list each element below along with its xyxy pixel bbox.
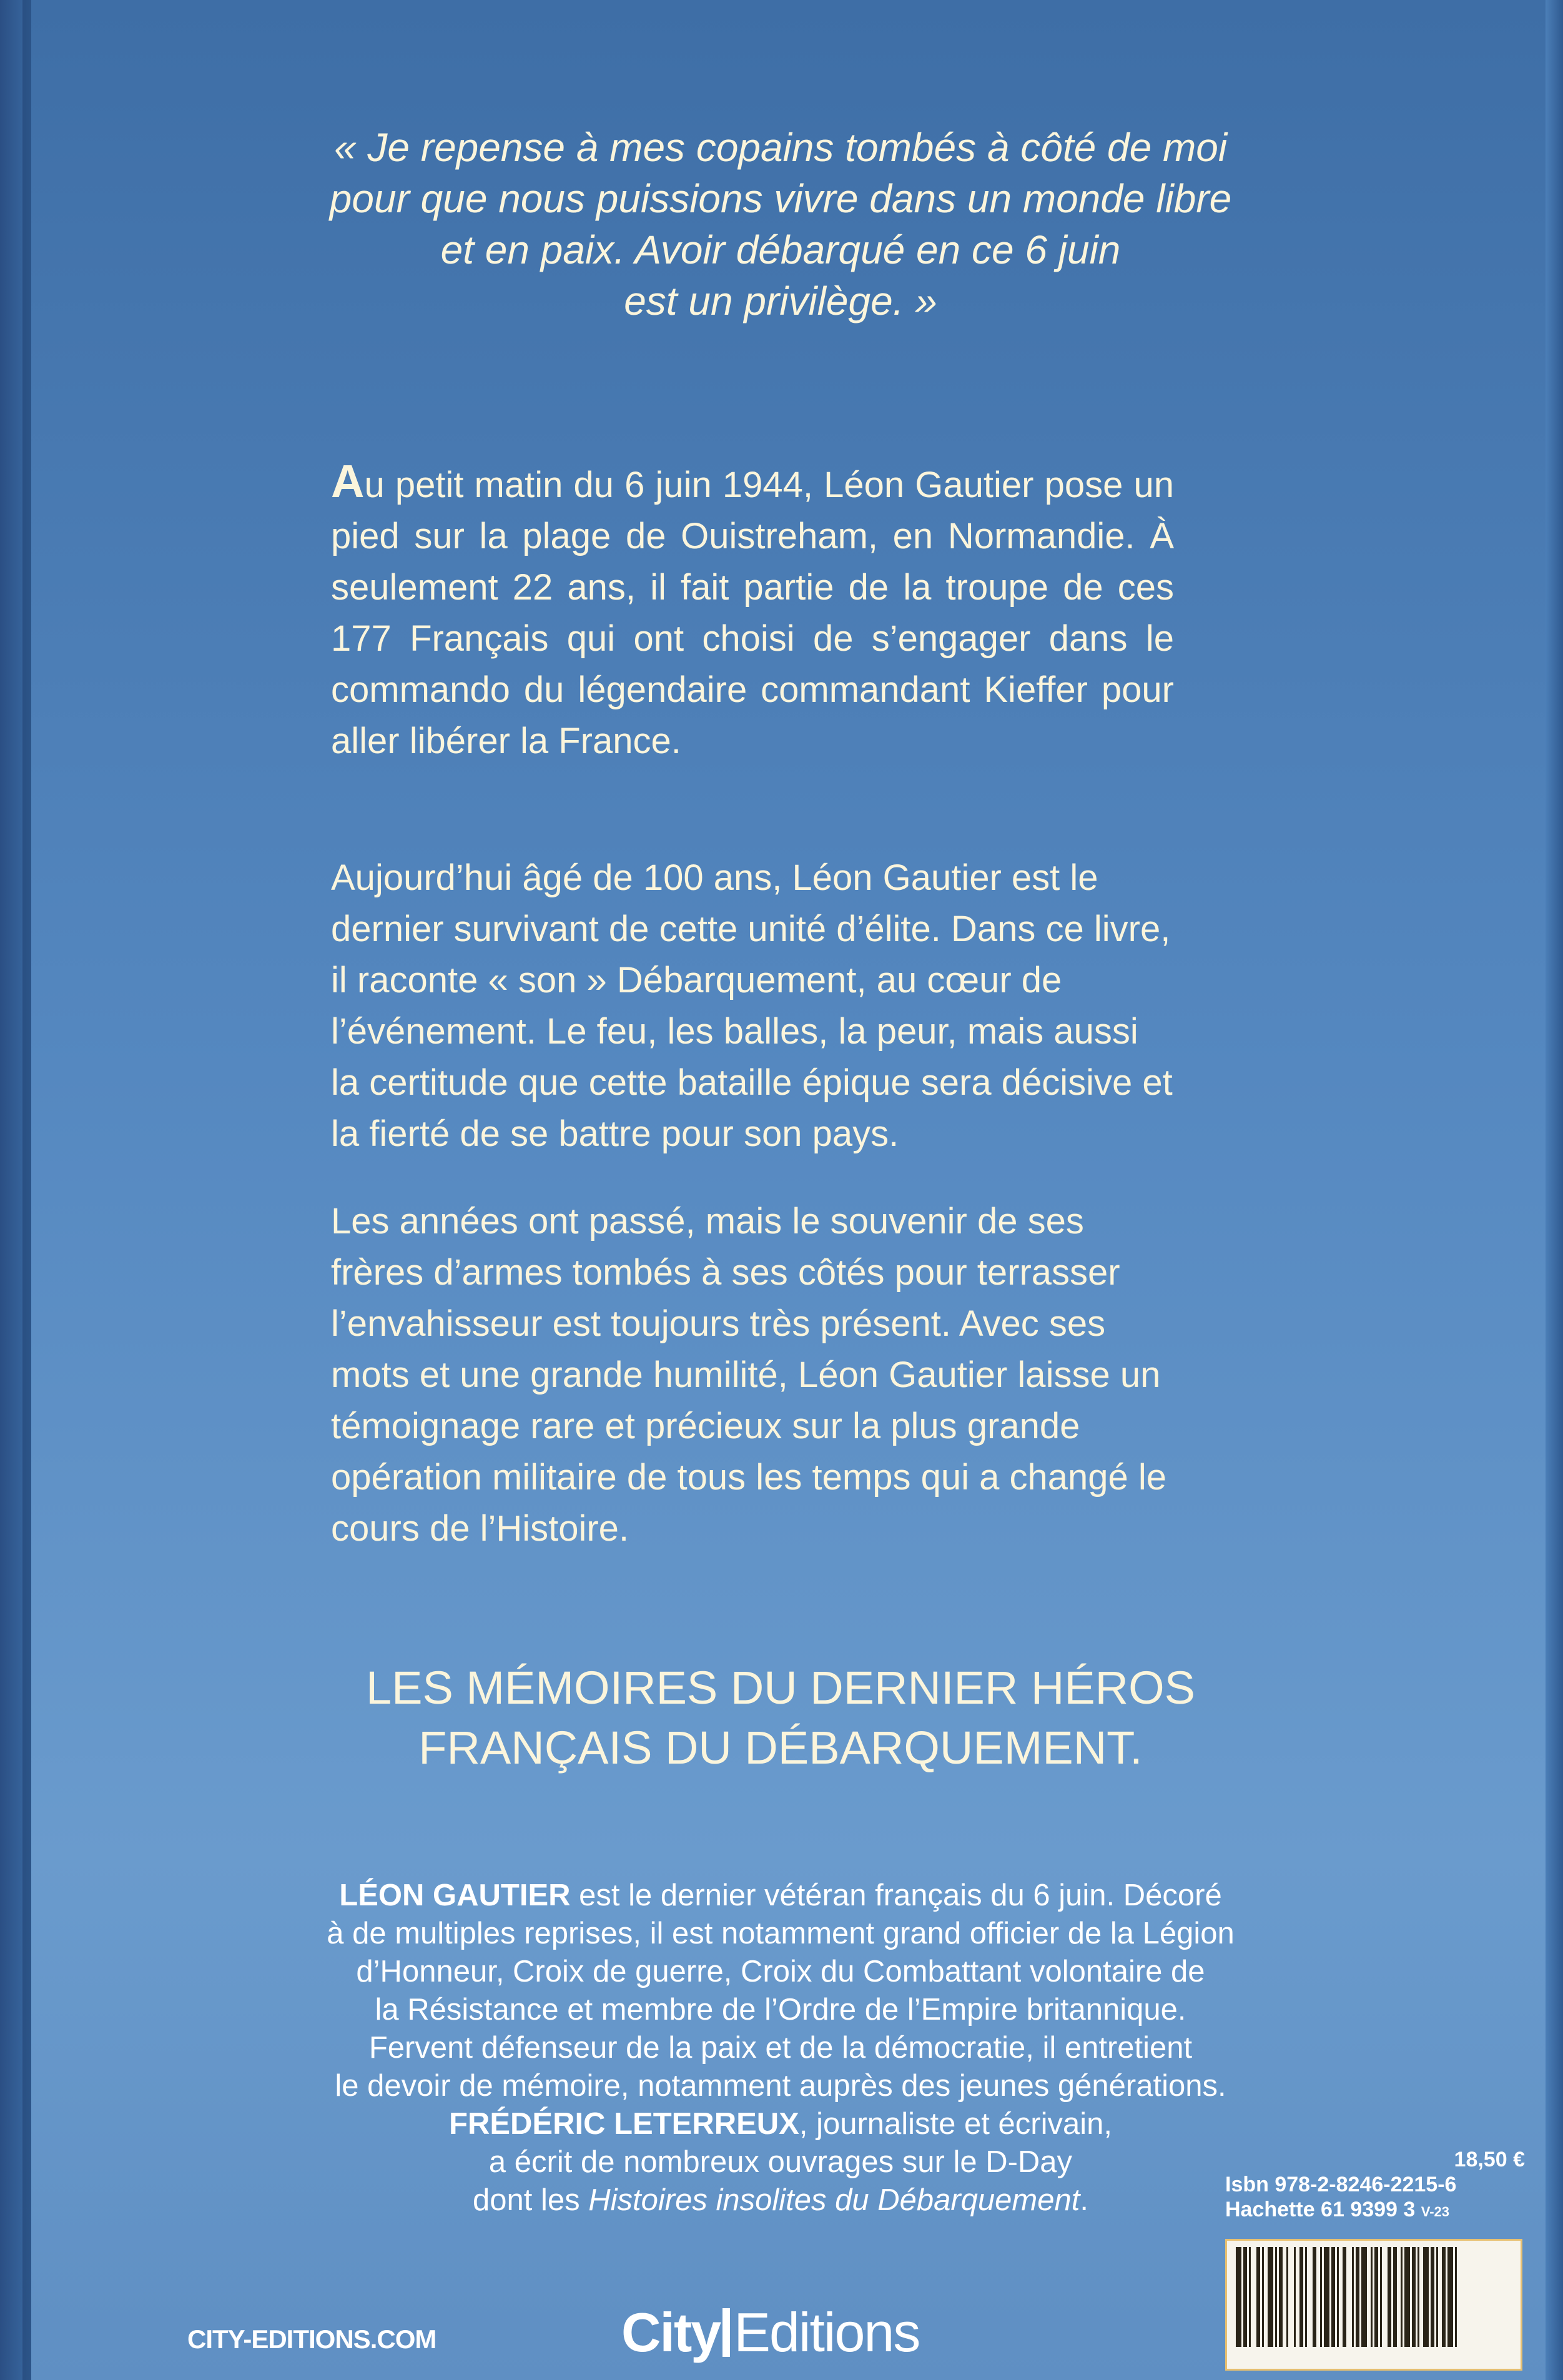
barcode-stripe	[1380, 2247, 1382, 2347]
drop-cap: A	[331, 455, 365, 507]
hachette-code	[1225, 2197, 1525, 2224]
paragraph-1-text: u petit matin du 6 juin 1944, Léon Gautier pose un pied sur la plage de Ouistreham, en Normandie. À seulement 22 ans, il fait partie de la troupe de ces 177 Français qui ont choisi de s’engager dans le commando du légendaire commandant Kieffer pour aller libérer la France.	[331, 465, 1174, 761]
barcode-stripe	[1393, 2247, 1397, 2347]
barcode-stripe	[1313, 2247, 1316, 2347]
isbn: Isbn 978-2-8246-2215-6	[1225, 2173, 1457, 2196]
barcode-stripe	[1337, 2247, 1339, 2347]
barcode-stripe	[1294, 2247, 1296, 2347]
bio-line: à de multiples reprises, il est notamment grand officier de la Légion	[327, 1917, 1235, 1950]
author-name: LÉON GAUTIER	[339, 1879, 571, 1912]
quote-line: et en paix. Avoir débarqué en ce 6 juin	[440, 227, 1121, 272]
coauthor-name: FRÉDÉRIC LETERREUX	[449, 2107, 799, 2141]
paragraph-3: Les années ont passé, mais le souvenir de ses frères d’armes tombés à ses côtés pour terrasser l’envahisseur est toujours très présent. Avec ses mots et une grande humilité, Léon Gautier laisse un témoignage rare et précieux sur la plus grande opération militaire de tous les temps qui a changé le cours de l’Histoire.	[331, 1201, 1166, 1549]
barcode	[1225, 2239, 1522, 2371]
publisher-logo	[621, 2301, 919, 2364]
bio-line	[231, 1877, 1330, 1915]
barcode-stripe	[1249, 2247, 1251, 2347]
barcode-stripe	[1431, 2247, 1434, 2347]
bio-line	[231, 2181, 1330, 2220]
version-code: V-23	[1421, 2204, 1450, 2220]
bio-text: dont les	[473, 2183, 589, 2217]
barcode-stripe	[1418, 2247, 1419, 2347]
quote	[293, 122, 1268, 327]
barcode-stripe	[1279, 2247, 1283, 2347]
paragraph-1	[331, 456, 1174, 767]
headline-line: LES MÉMOIRES DU DERNIER HÉROS	[365, 1662, 1196, 1714]
spine-shadow	[22, 0, 31, 2380]
quote-line: est un privilège. »	[624, 279, 937, 323]
barcode-stripe	[1436, 2247, 1438, 2347]
barcode-stripe	[1268, 2247, 1273, 2347]
price-isbn-block	[1225, 2147, 1525, 2224]
headline-line: FRANÇAIS DU DÉBARQUEMENT.	[418, 1722, 1143, 1774]
website: CITY-EDITIONS.COM	[187, 2324, 436, 2354]
barcode-stripe	[1447, 2247, 1453, 2347]
barcode-stripe	[1356, 2247, 1359, 2347]
barcode-stripe	[1343, 2247, 1346, 2347]
barcode-stripe	[1442, 2247, 1446, 2347]
logo-bar	[722, 2308, 730, 2357]
barcode-stripe	[1371, 2247, 1373, 2347]
bio-line	[231, 2105, 1330, 2143]
author-bio	[231, 1877, 1330, 2220]
hachette-number: Hachette 61 9399 3	[1225, 2198, 1416, 2221]
barcode-stripe	[1412, 2247, 1416, 2347]
logo-editions: Editions	[734, 2301, 920, 2363]
bio-line: Fervent défenseur de la paix et de la démocratie, il entretient	[368, 2031, 1193, 2065]
barcode-stripe	[1352, 2247, 1354, 2347]
barcode-stripe	[1256, 2247, 1260, 2347]
bio-text: , journaliste et écrivain,	[799, 2107, 1112, 2141]
barcode-stripe	[1361, 2247, 1367, 2347]
barcode-stripe	[1320, 2247, 1322, 2347]
paragraph-2: Aujourd’hui âgé de 100 ans, Léon Gautier est le dernier survivant de cette unité d’élite. Dans ce livre, il raconte « son » Débarquement, au cœur de l’événement. Le feu, les balles, la peur, mais aussi la certitude que cette bataille épique sera décisive et la fierté de se battre pour son pays.	[331, 857, 1173, 1154]
barcode-stripe	[1262, 2247, 1264, 2347]
barcode-stripe	[1275, 2247, 1277, 2347]
quote-line: pour que nous puissions vivre dans un monde libre	[329, 176, 1232, 221]
cover-right-edge	[1546, 0, 1563, 2380]
barcode-stripe	[1374, 2247, 1378, 2347]
barcode-stripe	[1243, 2247, 1247, 2347]
price: 18,50 €	[1454, 2148, 1525, 2171]
barcode-stripe	[1331, 2247, 1335, 2347]
logo-city: City	[621, 2301, 721, 2363]
barcode-stripe	[1388, 2247, 1391, 2347]
barcode-stripe	[1305, 2247, 1307, 2347]
bio-line: la Résistance et membre de l’Ordre de l’Empire britannique.	[375, 1993, 1186, 2027]
barcode-stripe	[1455, 2247, 1457, 2347]
barcode-stripe	[1324, 2247, 1329, 2347]
barcode-stripe	[1286, 2247, 1288, 2347]
bio-line: le devoir de mémoire, notamment auprès des jeunes générations.	[335, 2069, 1226, 2103]
barcode-stripe	[1404, 2247, 1410, 2347]
barcode-stripe	[1299, 2247, 1303, 2347]
bio-line: a écrit de nombreux ouvrages sur le D-Day	[488, 2145, 1073, 2179]
quote-line: « Je repense à mes copains tombés à côté de moi	[333, 125, 1228, 170]
headline	[281, 1658, 1280, 1778]
barcode-stripe	[1401, 2247, 1403, 2347]
barcode-graphic	[1227, 2241, 1521, 2369]
bio-text: .	[1080, 2183, 1088, 2217]
bio-line: d’Honneur, Croix de guerre, Croix du Combattant volontaire de	[356, 1955, 1205, 1988]
bio-text: est le dernier vétéran français du 6 juin. Décoré	[570, 1879, 1222, 1912]
book-title-reference: Histoires insolites du Débarquement	[588, 2183, 1080, 2217]
barcode-stripe	[1236, 2247, 1241, 2347]
barcode-stripe	[1423, 2247, 1429, 2347]
